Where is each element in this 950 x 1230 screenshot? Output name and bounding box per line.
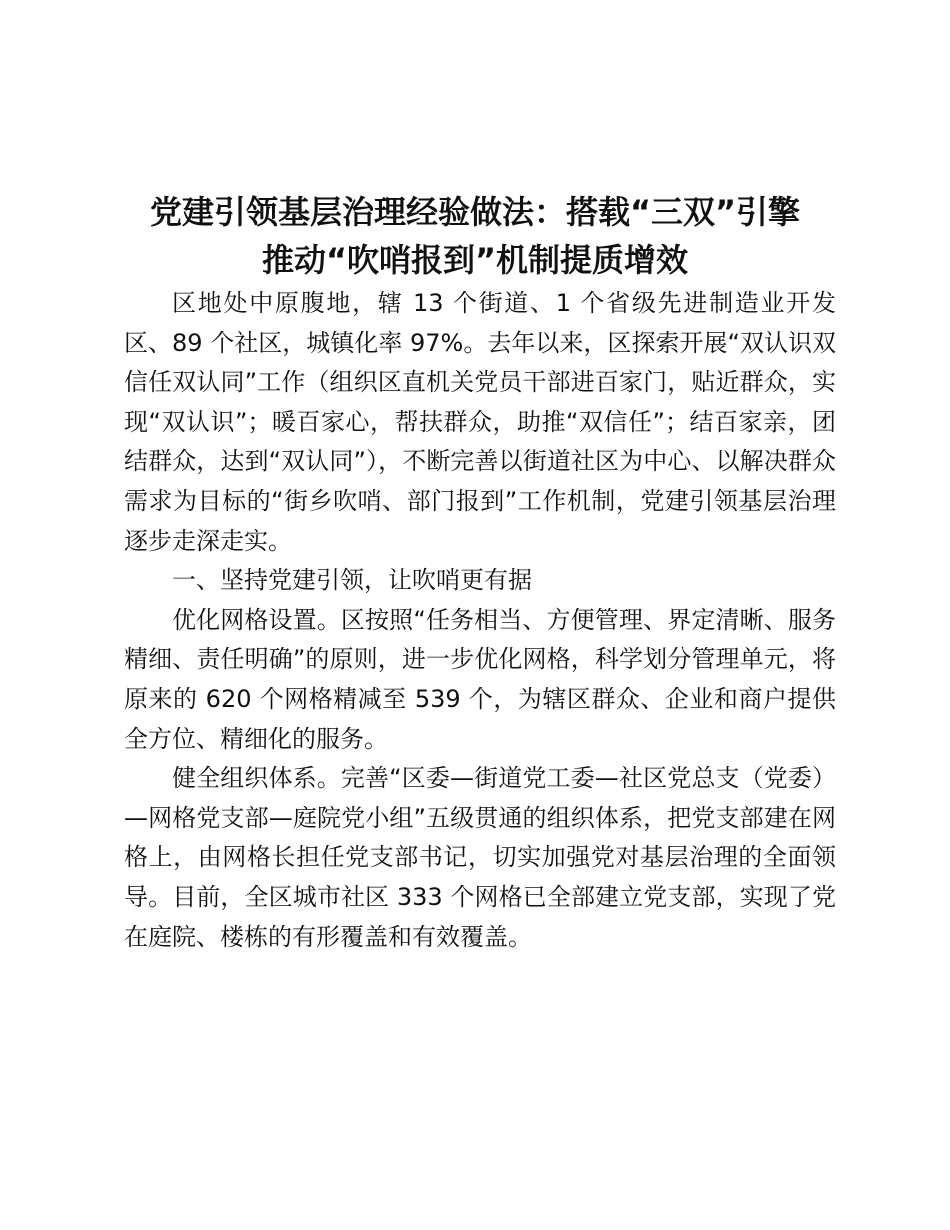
section-heading-1: 一、坚持党建引领，让吹哨更有据 (172, 566, 532, 595)
title-line-1: 党建引领基层治理经验做法：搭载“三双”引擎 (149, 193, 801, 232)
document-title (100, 188, 850, 284)
title-line-2: 推动“吹哨报到”机制提质增效 (261, 241, 689, 280)
paragraph-organization-system: 健全组织体系。完善“区委—街道党工委—社区党总支（党委）—网格党支部—庭院党小组”五级贯通的组织体系，把党支部建在网格上，由网格长担任党支部书记，切实加强党对基层治理的全面领导。目前，全区城市社区 333 个网格已全部建立党支部，实现了党在庭院、楼栋的有形覆盖和有效覆盖。 (124, 764, 836, 951)
paragraph-intro: 区地处中原腹地，辖 13 个街道、1 个省级先进制造业开发区、89 个社区，城镇化率 97%。去年以来，区探索开展“双认识双信任双认同”工作（组织区直机关党员干部进百家门，贴近群众，实现“双认识”；暖百家心，帮扶群众，助推“双信任”；结百家亲，团结群众，达到“双认同”），不断完善以街道社区为中心、以解决群众需求为目标的“街乡吹哨、部门报到”工作机制，党建引领基层治理逐步走深走实。 (124, 289, 836, 555)
document-body (124, 284, 836, 957)
paragraph-grid-setup: 优化网格设置。区按照“任务相当、方便管理、界定清晰、服务精细、责任明确”的原则，进一步优化网格，科学划分管理单元，将原来的 620 个网格精减至 539 个，为辖区群众、企业和商户提供全方位、精细化的服务。 (124, 605, 836, 753)
